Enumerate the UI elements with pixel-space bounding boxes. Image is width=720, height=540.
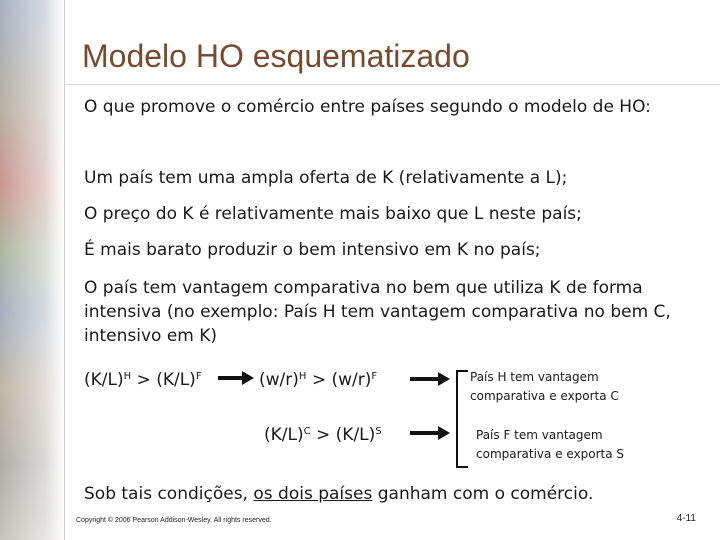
conclusion-text: [84, 484, 593, 504]
formula-term: > (K/L): [310, 425, 376, 445]
note-line: País H tem vantagem: [470, 370, 599, 384]
conclusion-post: ganham com o comércio.: [372, 484, 594, 504]
page-number: 4-11: [676, 513, 696, 524]
vertical-divider: [64, 0, 65, 540]
paragraph-comparative-advantage: O país tem vantagem comparativa no bem que utiliza K de forma intensiva (no exemplo: País H tem vantagem comparativa no bem C, intensivo em K): [84, 278, 671, 346]
formula-capital-labor-ratio: [84, 370, 202, 390]
formula-superscript: C: [303, 426, 311, 437]
right-arrow-icon: [218, 371, 254, 385]
formula-goods-intensity: [264, 425, 382, 445]
paragraph-question: O que promove o comércio entre países segundo o modelo de HO:: [84, 97, 651, 117]
decorative-photo-strip: [0, 0, 64, 540]
paragraph-cheaper-production: É mais barato produzir o bem intensivo em K no país;: [84, 240, 541, 260]
formula-term: (w/r): [259, 370, 299, 390]
formula-term: (K/L): [264, 425, 304, 445]
formula-term: (K/L): [84, 370, 124, 390]
formula-superscript: F: [195, 371, 202, 382]
copyright-notice: Copyright © 2006 Pearson Addison-Wesley. All rights reserved.: [76, 517, 272, 524]
formula-superscript: H: [298, 371, 307, 382]
formula-term: > (K/L): [131, 370, 196, 390]
formula-superscript: F: [371, 371, 378, 382]
paragraph-capital-supply: Um país tem uma ampla oferta de K (relativamente a L);: [84, 168, 568, 188]
note-country-h: [470, 368, 619, 406]
conclusion-pre: Sob tais condições,: [84, 484, 254, 504]
note-country-f: [476, 426, 624, 464]
paragraph-capital-price: O preço do K é relativamente mais baixo que L neste país;: [84, 204, 582, 224]
note-line: comparativa e exporta S: [476, 447, 625, 461]
formula-superscript: S: [375, 426, 382, 437]
right-arrow-icon: [410, 372, 450, 386]
formula-term: > (w/r): [306, 370, 372, 390]
right-arrow-icon: [410, 426, 450, 440]
conclusion-emphasis: os dois países: [253, 484, 373, 504]
title-divider: [64, 84, 720, 85]
bracket-icon: [456, 370, 468, 468]
note-line: comparativa e exporta C: [470, 389, 619, 403]
slide-title: Modelo HO esquematizado: [82, 38, 470, 74]
formula-wage-rent-ratio: [259, 370, 377, 390]
note-line: País F tem vantagem: [476, 428, 603, 442]
formula-superscript: H: [123, 371, 132, 382]
